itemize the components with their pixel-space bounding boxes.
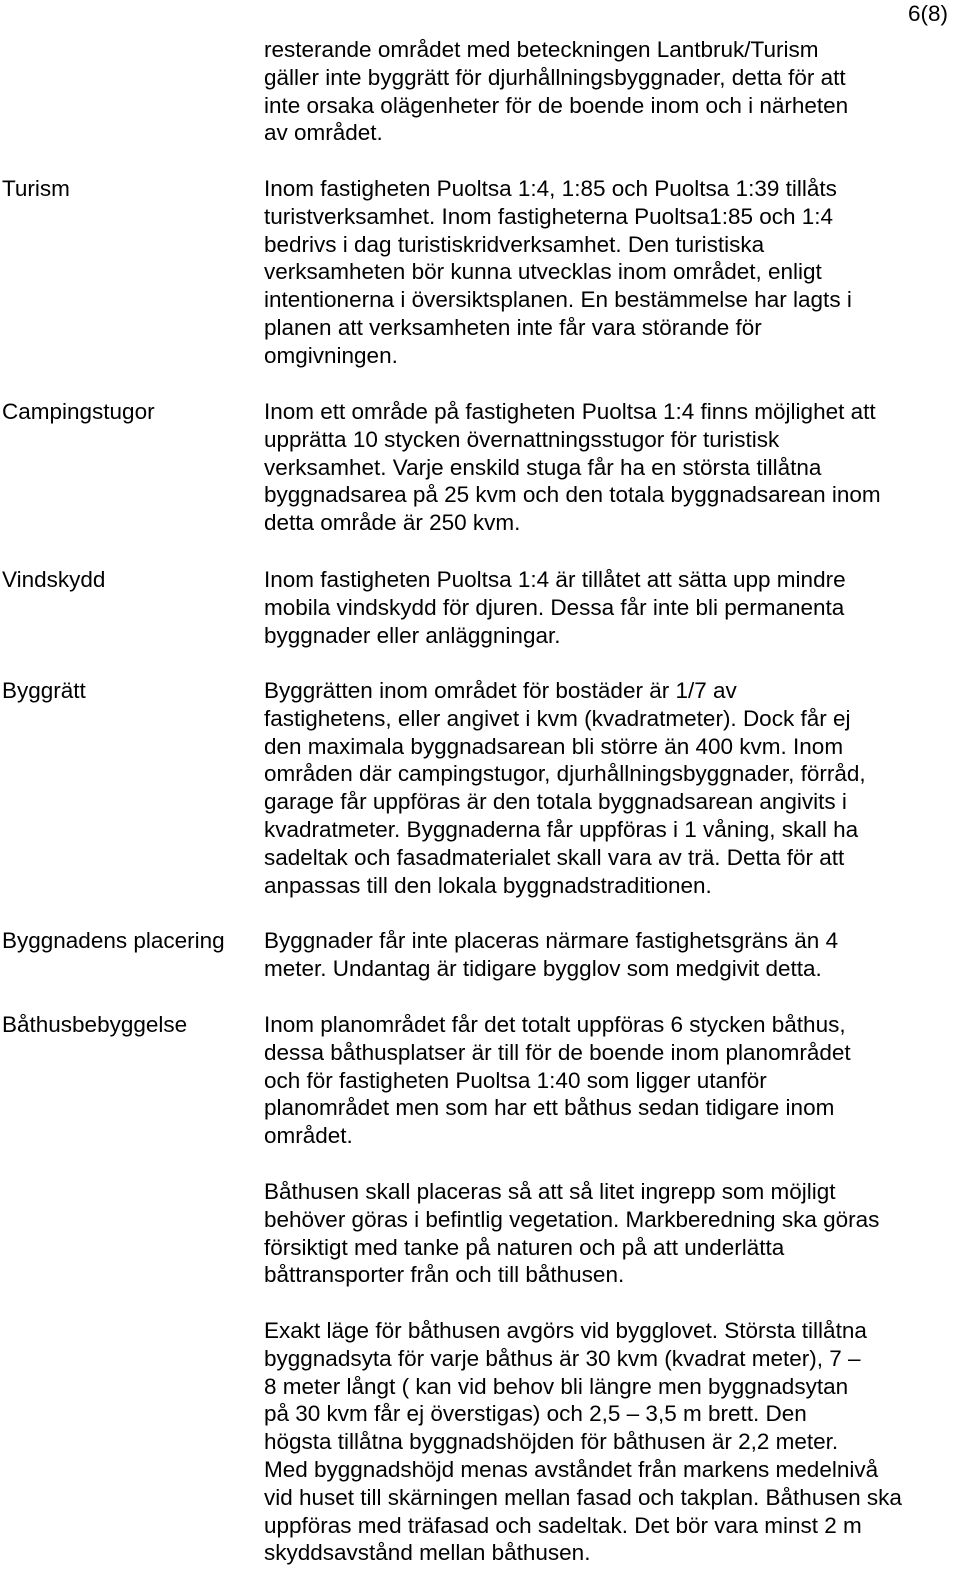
text-line: området. (264, 1123, 353, 1149)
text-line: Båthusen skall placeras så att så litet ingrepp som möjligt (264, 1179, 836, 1204)
text-line: båttransporter från och till båthusen. (264, 1262, 625, 1288)
section-heading: Vindskydd (2, 567, 106, 592)
text-line: Inom fastigheten Puoltsa 1:4, 1:85 och Puoltsa 1:39 tillåts (264, 176, 837, 201)
text-line: dessa båthusplatser är till för de boende inom planområdet (264, 1039, 851, 1065)
text-line: turistverksamhet. Inom fastigheterna Puoltsa1:85 och 1:4 (264, 203, 834, 229)
section-heading: Båthusbebyggelse (2, 1012, 188, 1037)
text-line: fastighetens, eller angivet i kvm (kvadratmeter). Dock får ej (264, 705, 851, 731)
text-line: skyddsavstånd mellan båthusen. (264, 1540, 591, 1566)
text-line: uppföras med träfasad och sadeltak. Det bör vara minst 2 m (264, 1512, 862, 1538)
text-line: meter. Undantag är tidigare bygglov som medgivit detta. (264, 955, 822, 981)
text-line: försiktigt med tanke på naturen och på att underlätta (264, 1234, 785, 1260)
text-line: bedrivs i dag turistiskridverksamhet. Den turistiska (264, 231, 765, 257)
text-line: högsta tillåtna byggnadshöjden för båthusen är 2,2 meter. (264, 1429, 839, 1455)
text-line: Exakt läge för båthusen avgörs vid bygglovet. Största tillåtna (264, 1318, 867, 1343)
section-text (264, 1317, 954, 1567)
text-line: garage får uppföras är den totala byggnadsarean angivits i (264, 789, 847, 815)
page-number: 6(8) (907, 1, 948, 26)
text-line: verksamheten bör kunna utvecklas inom området, enligt (264, 259, 822, 285)
text-line: behöver göras i befintlig vegetation. Markberedning ska göras (264, 1206, 880, 1232)
section-text (264, 398, 954, 537)
text-line: resterande området med beteckningen Lantbruk/Turism (264, 37, 819, 62)
text-line: anpassas till den lokala byggnadstraditionen. (264, 872, 712, 898)
section-text (264, 1011, 954, 1150)
text-line: inte orsaka olägenheter för de boende inom och i närheten (264, 92, 849, 118)
text-line: områden där campingstugor, djurhållningsbyggnader, förråd, (264, 761, 866, 787)
section-heading: Campingstugor (2, 399, 155, 424)
section-text (264, 566, 954, 649)
text-line: Med byggnadshöjd menas avståndet från markens medelnivå (264, 1456, 879, 1482)
text-line: av området. (264, 120, 383, 146)
text-line: Inom planområdet får det totalt uppföras 6 stycken båthus, (264, 1012, 846, 1037)
text-line: mobila vindskydd för djuren. Dessa får inte bli permanenta (264, 594, 845, 620)
section-text (264, 677, 954, 899)
section-text (264, 175, 954, 370)
text-line: 8 meter långt ( kan vid behov bli längre men byggnadsytan (264, 1373, 849, 1399)
text-line: verksamhet. Varje enskild stuga får ha en största tillåtna (264, 454, 822, 480)
text-line: och för fastigheten Puoltsa 1:40 som ligger utanför (264, 1067, 767, 1093)
text-line: sadeltak och fasadmaterialet skall vara av trä. Detta för att (264, 844, 845, 870)
section-heading: Turism (2, 176, 70, 201)
text-line: intentionerna i översiktsplanen. En bestämmelse har lagts i (264, 287, 852, 313)
text-line: Inom fastigheten Puoltsa 1:4 är tillåtet att sätta upp mindre (264, 567, 846, 592)
section-heading: Byggrätt (2, 678, 86, 703)
text-line: byggnadsyta för varje båthus är 30 kvm (kvadrat meter), 7 – (264, 1345, 861, 1371)
section-text (264, 36, 954, 147)
text-line: den maximala byggnadsarean bli större än 400 kvm. Inom (264, 733, 844, 759)
text-line: vid huset till skärningen mellan fasad och takplan. Båthusen ska (264, 1484, 902, 1510)
text-line: byggnader eller anläggningar. (264, 622, 561, 648)
section-text (264, 1178, 954, 1289)
text-line: planen att verksamheten inte får vara störande för (264, 314, 762, 340)
text-line: på 30 kvm får ej överstigas) och 2,5 – 3,5 m brett. Den (264, 1401, 807, 1427)
text-line: Inom ett område på fastigheten Puoltsa 1:4 finns möjlighet att (264, 399, 876, 424)
text-line: Byggrätten inom området för bostäder är 1/7 av (264, 678, 737, 703)
text-line: planområdet men som har ett båthus sedan tidigare inom (264, 1095, 835, 1121)
text-line: gäller inte byggrätt för djurhållningsbyggnader, detta för att (264, 64, 846, 90)
text-line: kvadratmeter. Byggnaderna får uppföras i 1 våning, skall ha (264, 816, 859, 842)
text-line: Byggnader får inte placeras närmare fastighetsgräns än 4 (264, 928, 839, 953)
text-line: byggnadsarea på 25 kvm och den totala byggnadsarean inom (264, 482, 881, 508)
section-heading: Byggnadens placering (2, 928, 225, 953)
section-text (264, 927, 954, 983)
text-line: omgivningen. (264, 342, 398, 368)
text-line: upprätta 10 stycken övernattningsstugor för turistisk (264, 426, 780, 452)
text-line: detta område är 250 kvm. (264, 510, 521, 536)
